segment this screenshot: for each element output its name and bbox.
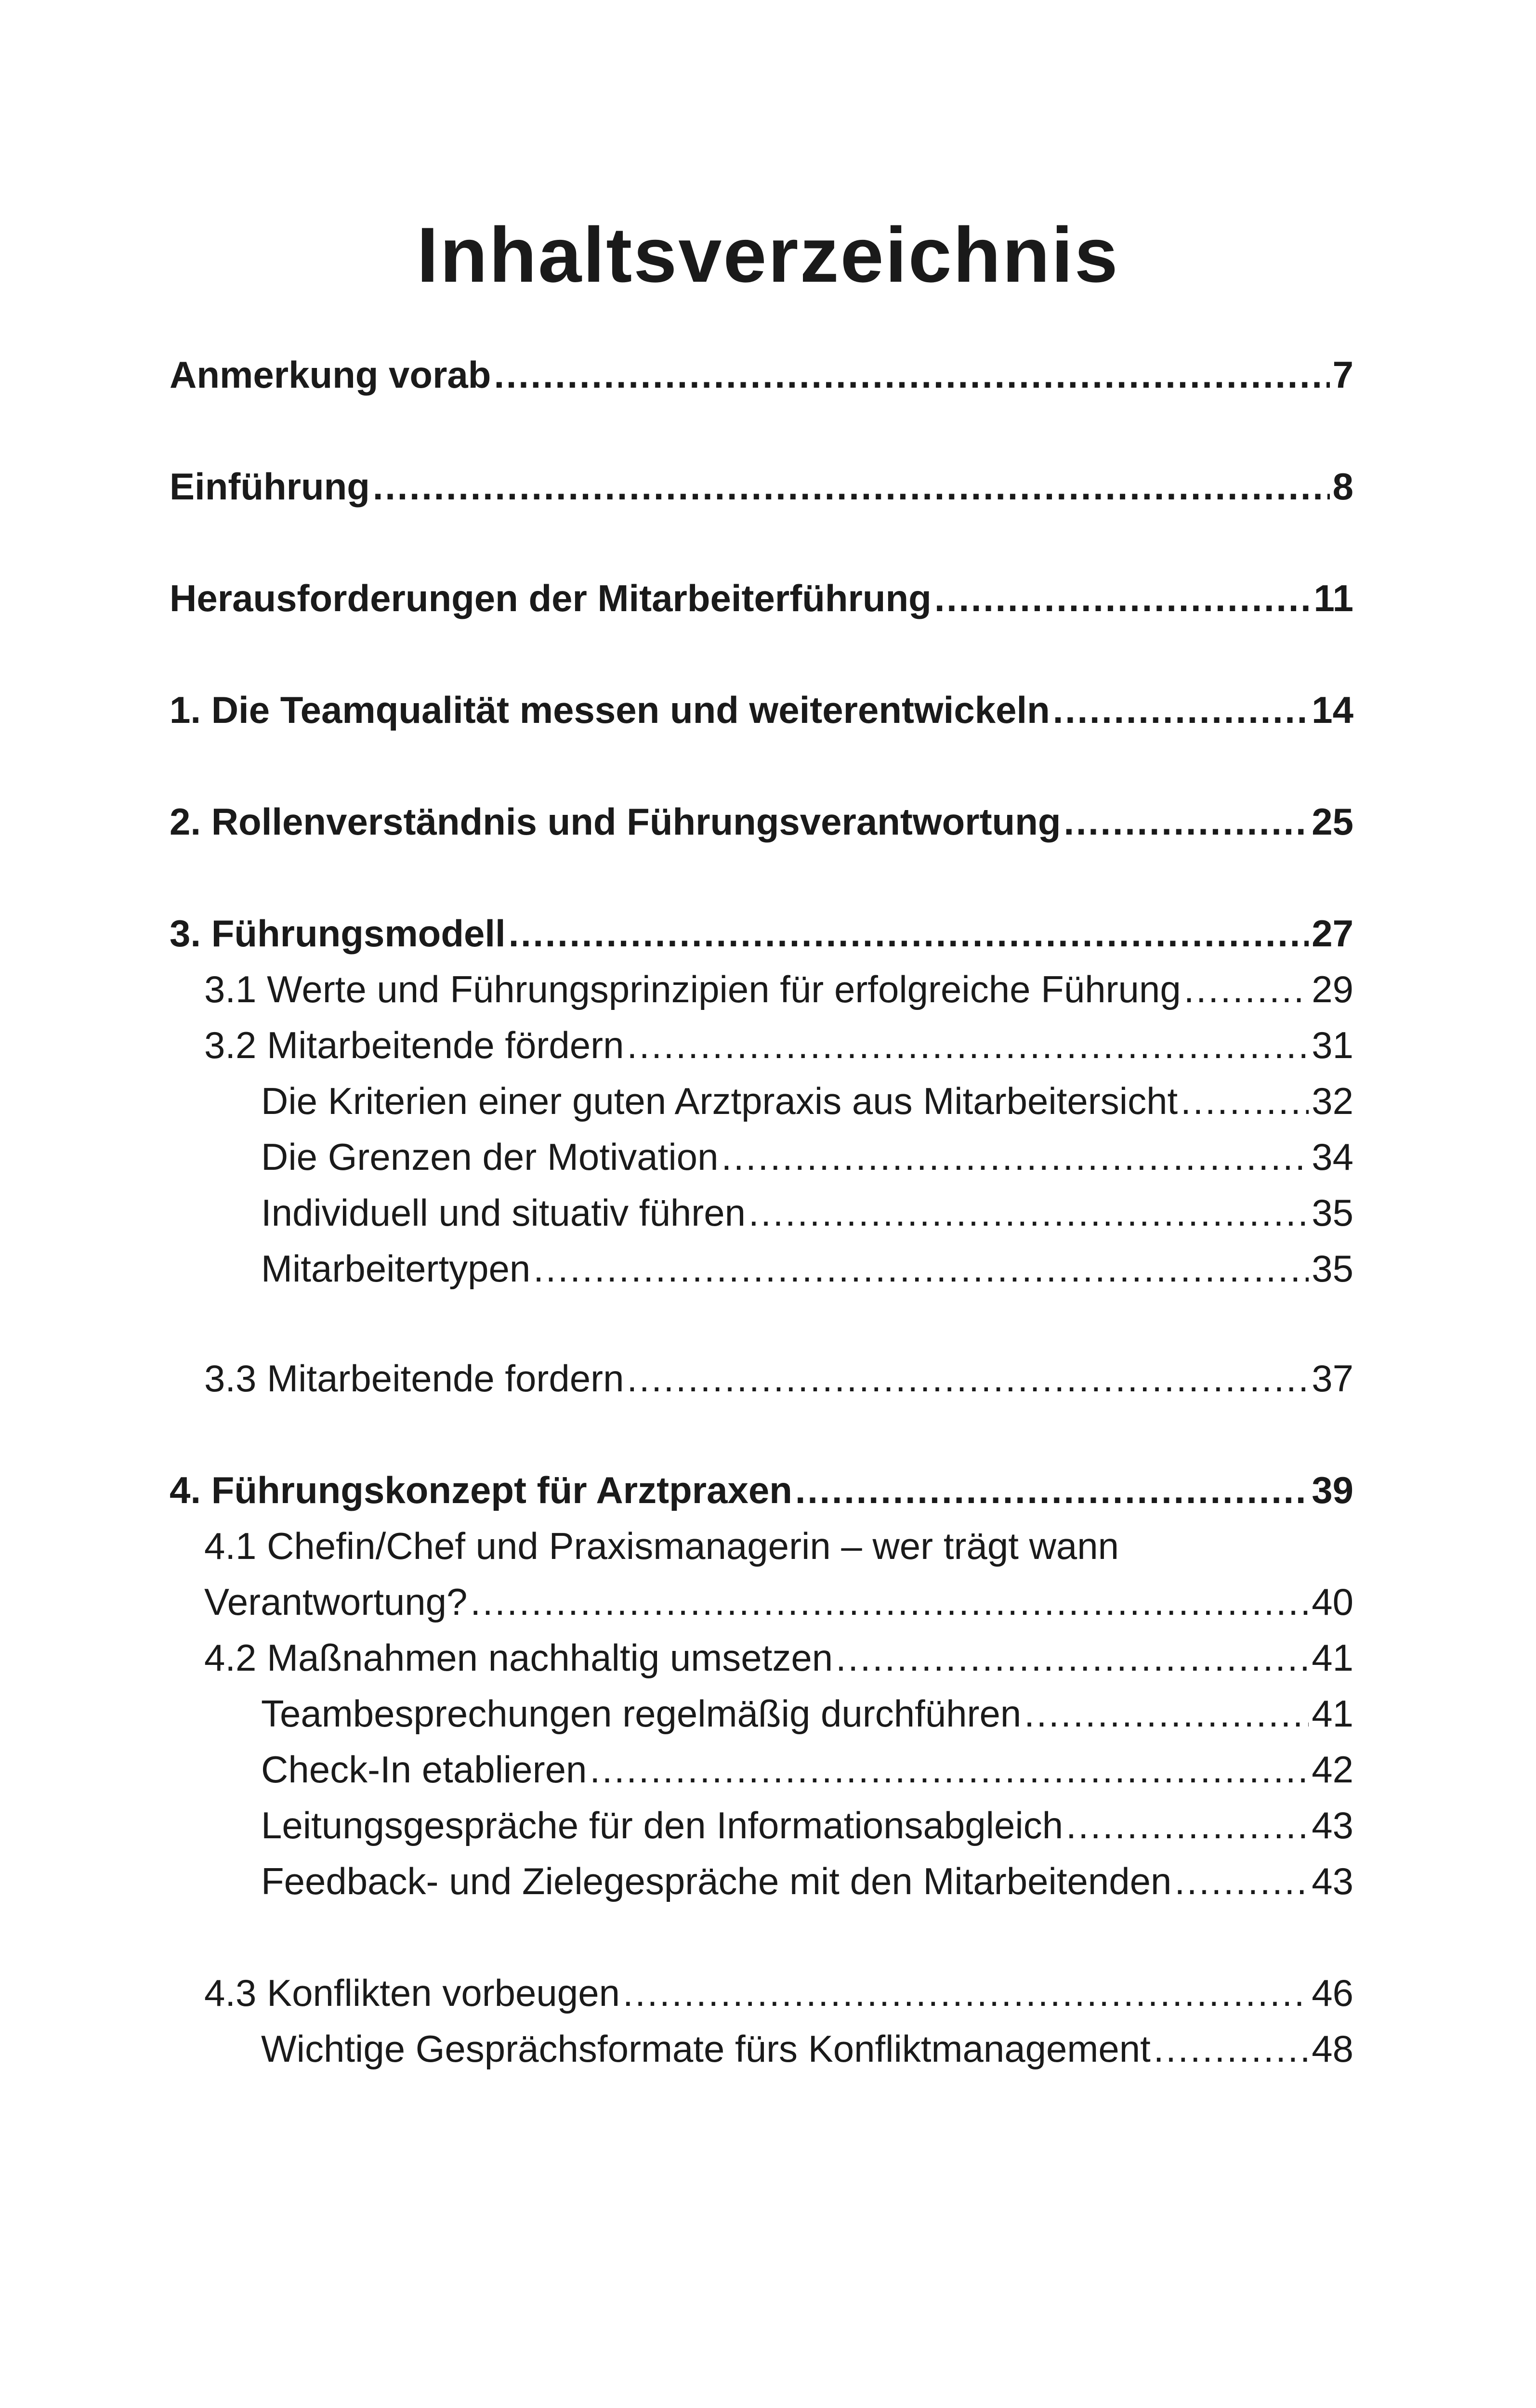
toc-entry[interactable] [170, 798, 1353, 846]
toc-entry-label: 2. Rollenverständnis und Führungsverantwortung [170, 800, 1061, 843]
toc-page-number: 11 [1313, 577, 1353, 619]
toc-subsubentry[interactable] [170, 1133, 1353, 1181]
toc-leader-dots [1063, 798, 1309, 846]
toc-leader-dots [590, 1745, 1309, 1793]
toc-entry-label: 3. Führungsmodell [170, 912, 506, 955]
toc-page-number: 35 [1312, 1247, 1353, 1290]
toc-entry-label: Verantwortung? [204, 1581, 468, 1623]
toc-entry-label: Individuell und situativ führen [261, 1191, 746, 1234]
toc-leader-dots [1181, 1077, 1309, 1125]
toc-entry[interactable] [170, 1466, 1353, 1514]
toc-leader-dots [1024, 1689, 1309, 1738]
toc-subsubentry[interactable] [170, 2025, 1353, 2073]
toc-page-number: 25 [1312, 800, 1353, 843]
toc-leader-dots [494, 351, 1329, 399]
toc-subsubentry[interactable] [170, 1244, 1353, 1293]
toc-entry[interactable] [170, 574, 1353, 622]
toc-page-number: 40 [1312, 1581, 1353, 1623]
toc-leader-dots [1154, 2025, 1309, 2073]
toc-subsubentry[interactable] [170, 1077, 1353, 1125]
toc-page-number: 7 [1332, 353, 1353, 396]
toc-leader-dots [623, 1969, 1309, 2017]
toc-subsubentry[interactable] [170, 1189, 1353, 1237]
toc-page-number: 39 [1312, 1469, 1353, 1511]
toc-leader-dots [836, 1634, 1309, 1682]
toc-leader-dots [533, 1244, 1309, 1293]
toc-subsubentry[interactable] [170, 1745, 1353, 1793]
toc-page-number: 14 [1312, 689, 1353, 731]
toc-entry-label: Wichtige Gesprächsformate fürs Konfliktmanagement [261, 2028, 1151, 2070]
toc-page-number: 27 [1312, 912, 1353, 955]
toc-entry-label: 3.3 Mitarbeitende fordern [204, 1357, 624, 1400]
toc-entry-label: Anmerkung vorab [170, 353, 491, 396]
toc-entry-label: 4. Führungskonzept für Arztpraxen [170, 1469, 792, 1511]
toc-subentry[interactable] [170, 1354, 1353, 1402]
toc-entry[interactable] [170, 686, 1353, 734]
toc-page-number: 8 [1332, 465, 1353, 508]
toc-subsubentry[interactable] [170, 1857, 1353, 1905]
toc-leader-dots [627, 1354, 1309, 1402]
toc-subsubentry[interactable] [170, 1689, 1353, 1738]
toc-page-number: 46 [1312, 1972, 1353, 2014]
toc-entry-label-line1[interactable]: 4.1 Chefin/Chef und Praxismanagerin – wer trägt wann [204, 1525, 1119, 1567]
toc-leader-dots [1053, 686, 1309, 734]
toc-entry-label: Einführung [170, 465, 370, 508]
toc-entry[interactable] [170, 909, 1353, 957]
toc-page-number: 41 [1312, 1636, 1353, 1679]
toc-subentry[interactable] [170, 1634, 1353, 1682]
toc-entry-label: Teambesprechungen regelmäßig durchführen [261, 1692, 1022, 1735]
toc-page-number: 37 [1312, 1357, 1353, 1400]
toc-subentry[interactable] [170, 1021, 1353, 1069]
toc-leader-dots [1184, 965, 1309, 1013]
toc-leader-dots [795, 1466, 1309, 1514]
toc-page-number: 29 [1312, 968, 1353, 1010]
toc-leader-dots [627, 1021, 1309, 1069]
toc-subentry[interactable] [170, 1578, 1353, 1626]
toc-subsubentry[interactable] [170, 1801, 1353, 1849]
toc-leader-dots [1066, 1801, 1309, 1849]
page-title: Inhaltsverzeichnis [417, 211, 1119, 299]
toc-subentry[interactable] [170, 1969, 1353, 2017]
toc-entry-label: Leitungsgespräche für den Informationsabgleich [261, 1804, 1063, 1846]
toc-entry-label: 3.2 Mitarbeitende fördern [204, 1024, 624, 1066]
toc-entry-label: 1. Die Teamqualität messen und weiterentwickeln [170, 689, 1050, 731]
toc-entry-label: 4.2 Maßnahmen nachhaltig umsetzen [204, 1636, 833, 1679]
toc-entry-label: Die Kriterien einer guten Arztpraxis aus Mitarbeitersicht [261, 1080, 1178, 1122]
toc-page-number: 43 [1312, 1804, 1353, 1846]
toc-leader-dots [470, 1578, 1309, 1626]
toc-entry[interactable] [170, 462, 1353, 510]
toc-page-number: 34 [1312, 1136, 1353, 1178]
toc-page-number: 32 [1312, 1080, 1353, 1122]
toc-entry-label: Feedback- und Zielegespräche mit den Mitarbeitenden [261, 1860, 1172, 1902]
toc-entry-label: Die Grenzen der Motivation [261, 1136, 719, 1178]
toc-page-number: 42 [1312, 1748, 1353, 1791]
toc-page-number: 41 [1312, 1692, 1353, 1735]
toc-page-number: 48 [1312, 2028, 1353, 2070]
toc-leader-dots [509, 909, 1309, 957]
toc-leader-dots [373, 462, 1330, 510]
toc-entry-label: 3.1 Werte und Führungsprinzipien für erfolgreiche Führung [204, 968, 1181, 1010]
toc-page-number: 35 [1312, 1191, 1353, 1234]
toc-entry-label: Mitarbeitertypen [261, 1247, 531, 1290]
toc-leader-dots [721, 1133, 1309, 1181]
toc-page-number: 31 [1312, 1024, 1353, 1066]
toc-leader-dots [934, 574, 1311, 622]
toc-page-number: 43 [1312, 1860, 1353, 1902]
toc-entry[interactable] [170, 351, 1353, 399]
toc-leader-dots [748, 1189, 1309, 1237]
toc-entry-label: 4.3 Konflikten vorbeugen [204, 1972, 620, 2014]
toc-entry-label: Herausforderungen der Mitarbeiterführung [170, 577, 932, 619]
toc-leader-dots [1174, 1857, 1309, 1905]
toc-entry-label: Check-In etablieren [261, 1748, 587, 1791]
toc-subentry[interactable] [170, 965, 1353, 1013]
